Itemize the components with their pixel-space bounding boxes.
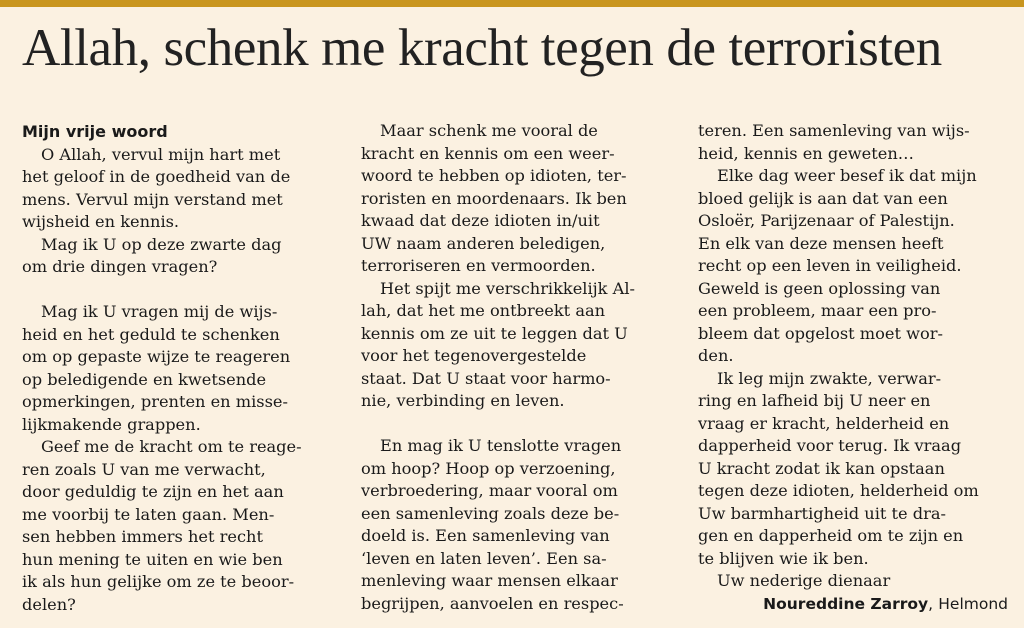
text-line: gen en dapperheid om te zijn en: [698, 526, 964, 545]
text-line: het geloof in de goedheid van de: [22, 167, 291, 186]
text-line: Osloër, Parijzenaar of Palestijn.: [698, 211, 955, 230]
text-line: Mag ik U op deze zwarte dag: [41, 234, 282, 254]
text-line: voor het tegenovergestelde: [361, 346, 587, 365]
text-line: doeld is. Een samenleving van: [361, 526, 610, 545]
text-line: Ik leg mijn zwakte, verwar-: [717, 368, 942, 388]
text-line: verbroedering, maar vooral om: [361, 481, 618, 500]
text-line: [361, 413, 679, 436]
text-line: heid en het geduld te schenken: [22, 324, 280, 344]
text-line: lah, dat het me ontbreekt aan: [361, 301, 606, 320]
text-line: En mag ik U tenslotte vragen: [380, 436, 622, 455]
author-place: Helmond: [938, 594, 1008, 613]
signature: [698, 593, 1016, 616]
text-line: op beledigende en kwetsende: [22, 369, 267, 389]
text-line: vraag er kracht, helderheid en: [698, 413, 950, 433]
text-line: me voorbij te laten gaan. Men-: [22, 504, 275, 524]
text-line: heid, kennis en geweten…: [698, 143, 914, 163]
text-line: ring en lafheid bij U neer en: [698, 391, 931, 410]
text-line: bloed gelijk is aan dat van een: [698, 188, 948, 208]
text-line: recht op een leven in veiligheid.: [698, 256, 962, 275]
text-line: kracht en kennis om een weer-: [361, 143, 615, 163]
article-column-2: [361, 120, 679, 615]
text-line: roristen en moordenaars. Ik ben: [361, 188, 627, 208]
top-rule: [0, 0, 1024, 7]
text-line: Mag ik U vragen mij de wijs-: [41, 302, 278, 321]
text-line: hun mening te uiten en wie ben: [22, 549, 283, 569]
article-kicker: Mijn vrije woord: [22, 122, 168, 141]
text-line: teren. Een samenleving van wijs-: [698, 121, 970, 140]
text-line: Geweld is geen oplossing van: [698, 278, 941, 298]
article-column-3: [698, 120, 1016, 615]
text-line: ren zoals U van me verwacht,: [22, 459, 266, 479]
text-line: mens. Vervul mijn verstand met: [22, 189, 283, 209]
text-line: nie, verbinding en leven.: [361, 391, 565, 410]
text-line: Uw nederige dienaar: [717, 571, 891, 590]
text-line: kwaad dat deze idioten in/uit: [361, 211, 600, 230]
signature-separator: ,: [928, 594, 934, 613]
text-line: een samenleving zoals deze be-: [361, 503, 620, 523]
text-line: bleem dat opgelost moet wor-: [698, 323, 943, 343]
text-line: lijkmakende grappen.: [22, 414, 201, 434]
text-line: U kracht zodat ik kan opstaan: [698, 458, 945, 478]
text-line: terroriseren en vermoorden.: [361, 256, 596, 275]
text-line: begrijpen, aanvoelen en respec-: [361, 593, 624, 613]
text-line: UW naam anderen beledigen,: [361, 233, 606, 253]
text-line: ik als hun gelijke om ze te beoor-: [22, 572, 295, 591]
text-line: [22, 279, 340, 302]
text-line: wijsheid en kennis.: [22, 212, 180, 231]
text-line: ‘leven en laten leven’. Een sa-: [361, 548, 607, 568]
text-line: En elk van deze mensen heeft: [698, 233, 944, 253]
text-line: een probleem, maar een pro-: [698, 301, 937, 320]
text-line: door geduldig te zijn en het aan: [22, 482, 284, 501]
text-line: staat. Dat U staat voor harmo-: [361, 368, 611, 388]
text-line: om op gepaste wijze te reageren: [22, 347, 291, 366]
text-line: dapperheid voor terug. Ik vraag: [698, 436, 962, 455]
text-line: kennis om ze uit te leggen dat U: [361, 323, 628, 343]
text-line: om drie dingen vragen?: [22, 257, 218, 276]
text-line: delen?: [22, 594, 76, 614]
text-line: woord te hebben op idioten, ter-: [361, 166, 627, 185]
article-headline: Allah, schenk me kracht tegen de terroristen: [22, 19, 942, 77]
text-line: Geef me de kracht om te reage-: [41, 437, 302, 456]
text-line: Uw barmhartigheid uit te dra-: [698, 503, 946, 523]
text-line: tegen deze idioten, helderheid om: [698, 481, 979, 500]
text-line: Elke dag weer besef ik dat mijn: [717, 166, 977, 185]
author-name: Noureddine Zarroy: [763, 594, 929, 613]
text-line: sen hebben immers het recht: [22, 527, 263, 546]
text-line: Maar schenk me vooral de: [380, 121, 598, 140]
text-line: opmerkingen, prenten en misse-: [22, 392, 288, 411]
article-column-1: [22, 120, 340, 616]
text-line: om hoop? Hoop op verzoening,: [361, 458, 616, 478]
text-line: Het spijt me verschrikkelijk Al-: [380, 278, 635, 298]
text-line: O Allah, vervul mijn hart met: [41, 144, 281, 164]
text-line: den.: [698, 346, 734, 365]
text-line: menleving waar mensen elkaar: [361, 571, 618, 590]
text-line: te blijven wie ik ben.: [698, 548, 869, 568]
